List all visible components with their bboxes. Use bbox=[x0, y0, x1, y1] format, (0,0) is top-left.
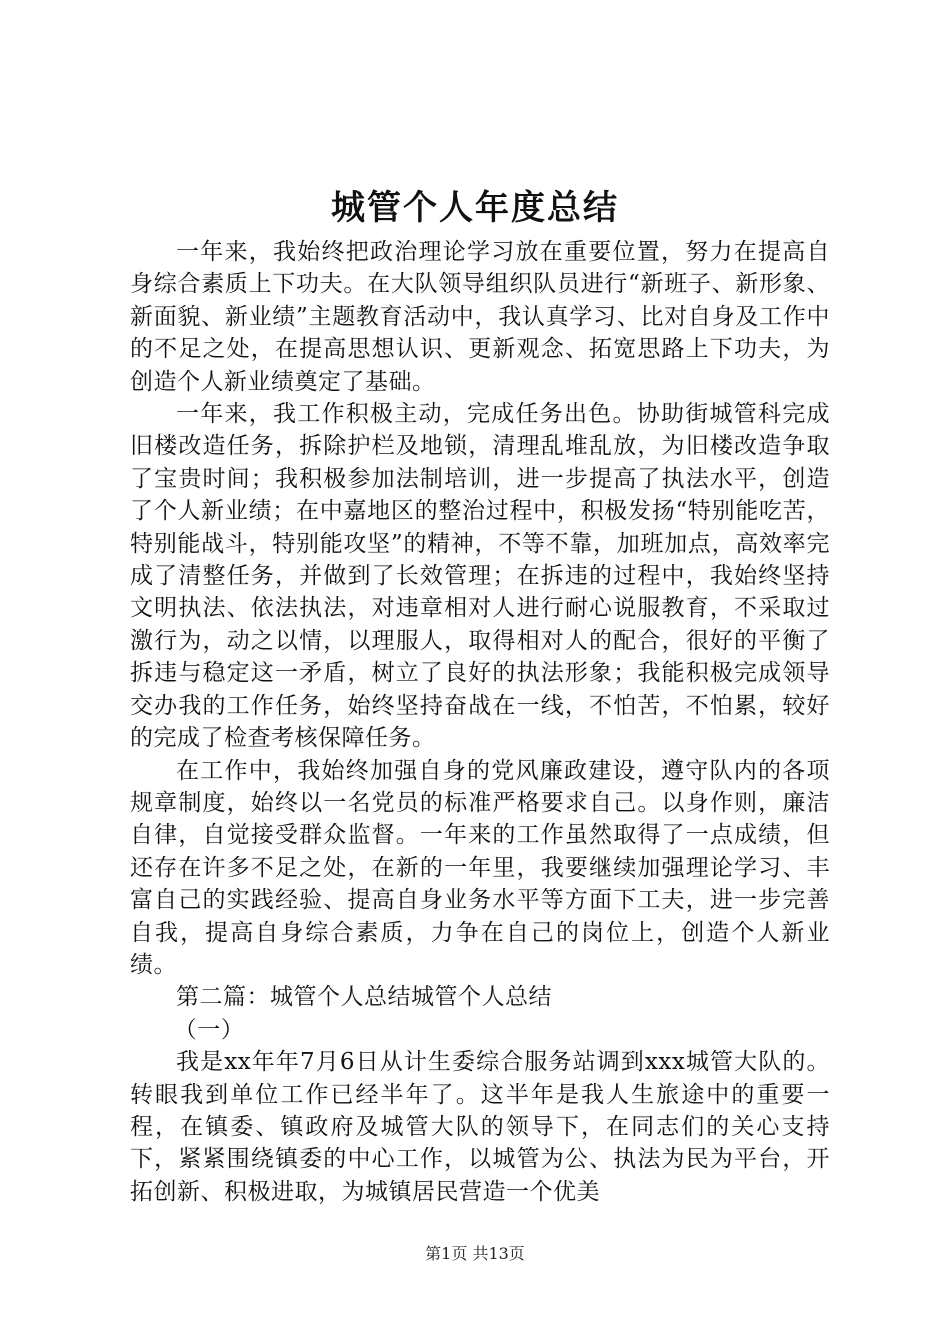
page-number: 第1页 共13页 bbox=[425, 1244, 525, 1263]
paragraph-3: 在工作中，我始终加强自身的党风廉政建设，遵守队内的各项规章制度，始终以一名党员的标准严格要求自己。以身作则，廉洁自律，自觉接受群众监督。一年来的工作虽然取得了一点成绩，但还存在许多不足之处，在新的一年里，我要继续加强理论学习、丰富自己的实践经验、提高自身业务水平等方面下工夫，进一步完善自我，提高自身综合素质，力争在自己的岗位上，创造个人新业绩。 bbox=[130, 757, 830, 978]
document-body bbox=[130, 236, 830, 1208]
section-heading: 第二篇：城管个人总结城管个人总结 bbox=[176, 984, 552, 1011]
sub-heading: （一） bbox=[173, 1016, 245, 1043]
document-title: 城管个人年度总结 bbox=[331, 188, 619, 228]
paragraph-1: 一年来，我始终把政治理论学习放在重要位置，努力在提高自身综合素质上下功夫。在大队领导组织队员进行“新班子、新形象、新面貌、新业绩”主题教育活动中，我认真学习、比对自身及工作中的不足之处，在提高思想认识、更新观念、拓宽思路上下功夫，为创造个人新业绩奠定了基础。 bbox=[130, 239, 830, 395]
paragraph-2: 一年来，我工作积极主动，完成任务出色。协助街城管科完成旧楼改造任务，拆除护栏及地锁，清理乱堆乱放，为旧楼改造争取了宝贵时间；我积极参加法制培训，进一步提高了执法水平，创造了个人新业绩；在中嘉地区的整治过程中，积极发扬“特别能吃苦，特别能战斗，特别能攻坚”的精神，不等不靠，加班加点，高效率完成了清整任务，并做到了长效管理；在拆违的过程中，我始终坚持文明执法、依法执法，对违章相对人进行耐心说服教育，不采取过激行为，动之以情，以理服人，取得相对人的配合，很好的平衡了拆违与稳定这一矛盾，树立了良好的执法形象；我能积极完成领导交办我的工作任务，始终坚持奋战在一线，不怕苦，不怕累，较好的完成了检查考核保障任务。 bbox=[130, 401, 830, 752]
paragraph-4: 我是xx年年7月6日从计生委综合服务站调到xxx城管大队的。转眼我到单位工作已经半年了。这半年是我人生旅途中的重要一程，在镇委、镇政府及城管大队的领导下，在同志们的关心支持下，紧紧围绕镇委的中心工作，以城管为公、执法为民为平台，开拓创新、积极进取，为城镇居民营造一个优美 bbox=[130, 1049, 830, 1205]
